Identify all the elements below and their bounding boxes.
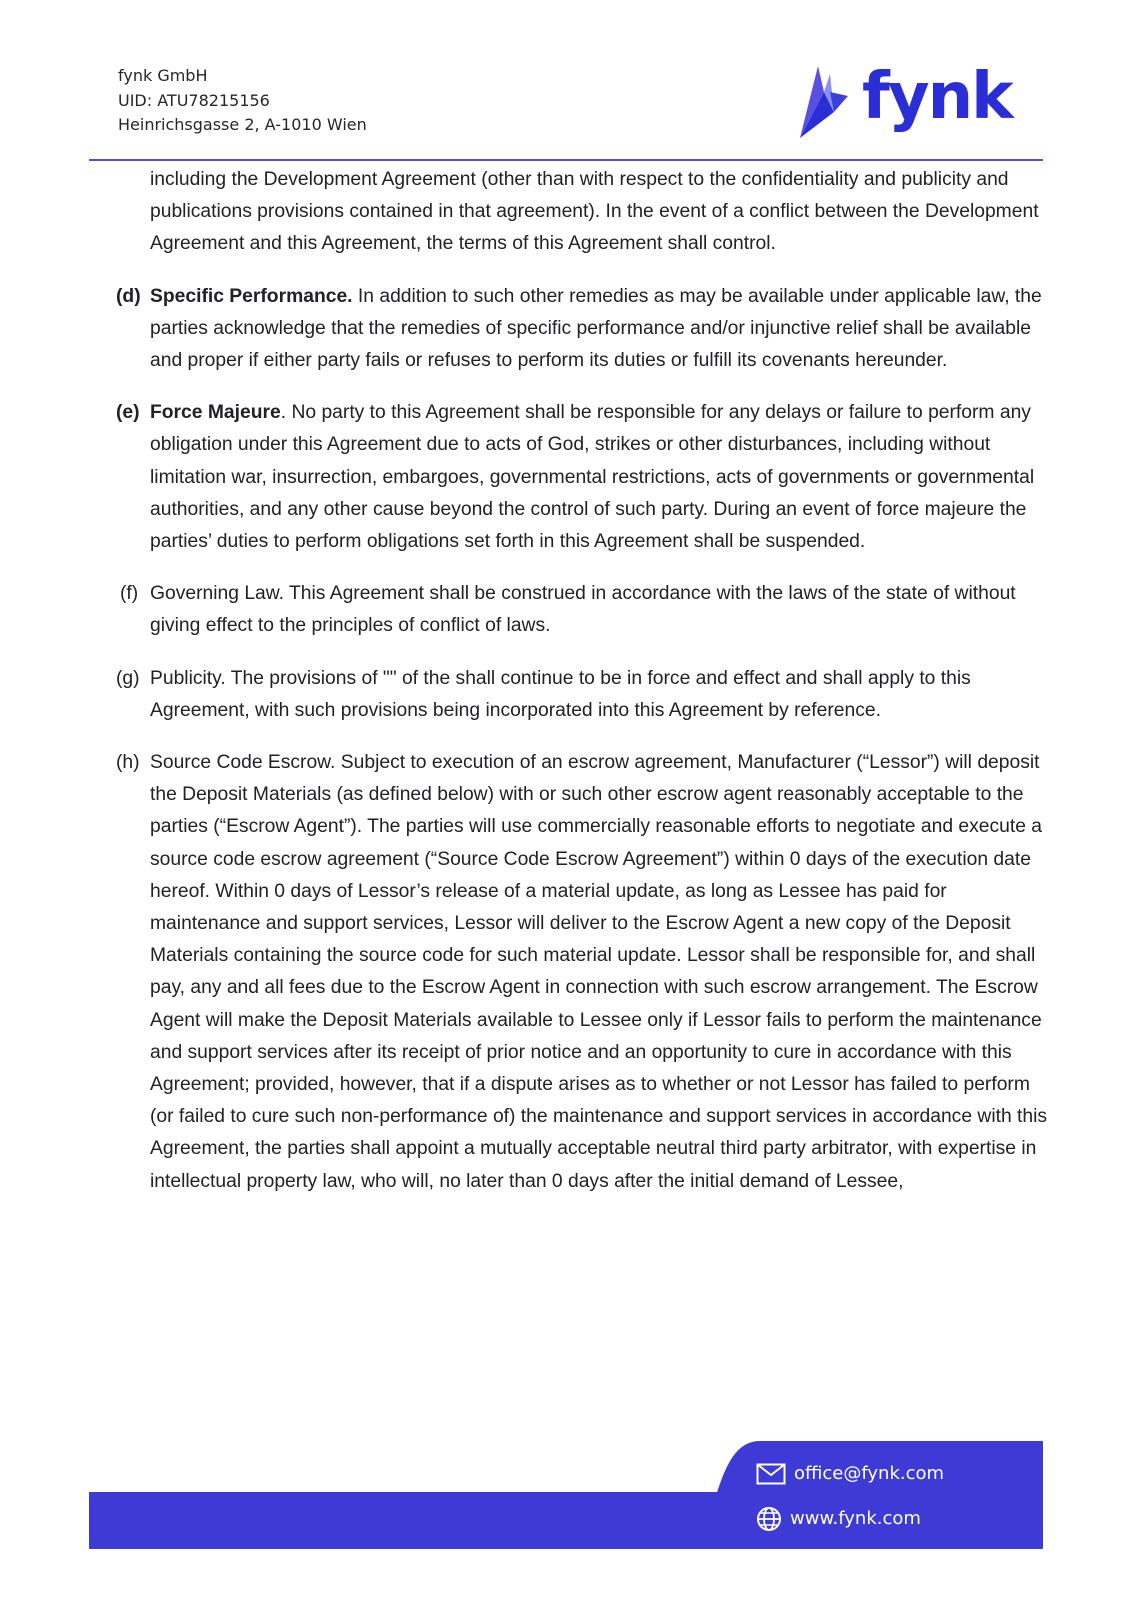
clause-text: Governing Law. This Agreement shall be construed in accordance with the laws of the state of without giving effect to the principles of conflict of laws. — [150, 583, 1016, 637]
clause-d — [118, 281, 1048, 378]
header-divider — [89, 159, 1043, 161]
clause-e — [118, 397, 1048, 558]
clause-text: Source Code Escrow. Subject to execution of an escrow agreement, Manufacturer (“Lessor”) will deposit the Deposit Materials (as defined below) with or such other escrow agent reasonably acceptable to the parties (“Escrow Agent”). The parties will use commercially reasonable efforts to negotiate and execute a source code escrow agreement (“Source Code Escrow Agreement”) within 0 days of the execution date hereof. Within 0 days of Lessor’s release of a material update, as long as Lessee has paid for maintenance and support services, Lessor will deliver to the Escrow Agent a new copy of the Deposit Materials containing the source code for such material update. Lessor shall be responsible for, and shall pay, any and all fees due to the Escrow Agent in connection with such escrow arrangement. The Escrow Agent will make the Deposit Materials available to Lessee only if Lessor fails to perform the maintenance and support services after its receipt of prior notice and an opportunity to cure in accordance with this Agreement; provided, however, that if a dispute arises as to whether or not Lessor has failed to perform (or failed to cure such non-performance of) the maintenance and support services in accordance with this Agreement, the parties shall appoint a mutually acceptable neutral third party arbitrator, with expertise in intellectual property law, who will, no later than 0 days after the initial demand of Lessee, — [150, 752, 1048, 1192]
company-uid: UID: ATU78215156 — [118, 90, 270, 110]
clause-label: (f) — [120, 583, 139, 605]
clause-continuation — [118, 164, 1048, 261]
clause-label: (g) — [116, 667, 140, 689]
clause-label: (d) — [116, 285, 141, 307]
company-name: fynk GmbH — [118, 66, 208, 85]
clause-text: In addition to such other remedies as may be available under applicable law, the parties acknowledge that the remedies of specific performance and/or injunctive relief shall be available and proper if either party fails or refuses to perform its duties or fulfill its covenants hereunder. — [150, 285, 1042, 372]
footer-website[interactable] — [756, 1506, 921, 1532]
bird-logo-icon — [790, 62, 860, 144]
footer-tab — [680, 1441, 1043, 1549]
clause-g — [118, 663, 1048, 727]
logo-wordmark: fynk — [862, 60, 1012, 134]
globe-icon — [756, 1506, 782, 1532]
clause-label: (e) — [116, 402, 140, 424]
clause-text: . No party to this Agreement shall be responsible for any delays or failure to perform any obligation under this Agreement due to acts of God, strikes or other disturbances, including without limitation war, insurrection, embargoes, governmental restrictions, acts of governments or governmental authorities, and any other cause beyond the control of such party. During an event of force majeure the parties’ duties to perform obligations set forth in this Agreement shall be suspended. — [150, 402, 1035, 553]
clause-text: Publicity. The provisions of "" of the shall continue to be in force and effect and shall apply to this Agreement, with such provisions being incorporated into this Agreement by reference. — [150, 667, 971, 721]
clause-f — [118, 578, 1048, 642]
footer-email-text[interactable]: office@fynk.com — [794, 1463, 945, 1484]
footer-website-text[interactable]: www.fynk.com — [790, 1508, 921, 1529]
clause-h — [118, 747, 1048, 1198]
clause-title: Specific Performance. — [150, 285, 353, 307]
footer-email[interactable] — [756, 1462, 944, 1486]
document-body — [118, 164, 1048, 1218]
clause-text: including the Development Agreement (other than with respect to the confidentiality and publicity and publications provisions contained in that agreement). In the event of a conflict between the Development Agreement and this Agreement, the terms of this Agreement shall control. — [150, 169, 1039, 255]
clause-title: Force Majeure — [150, 402, 281, 424]
company-address: Heinrichsgasse 2, A-1010 Wien — [118, 115, 367, 134]
fynk-logo — [800, 62, 1010, 144]
clause-label: (h) — [116, 752, 140, 774]
envelope-icon — [756, 1463, 786, 1485]
company-info — [118, 64, 367, 138]
